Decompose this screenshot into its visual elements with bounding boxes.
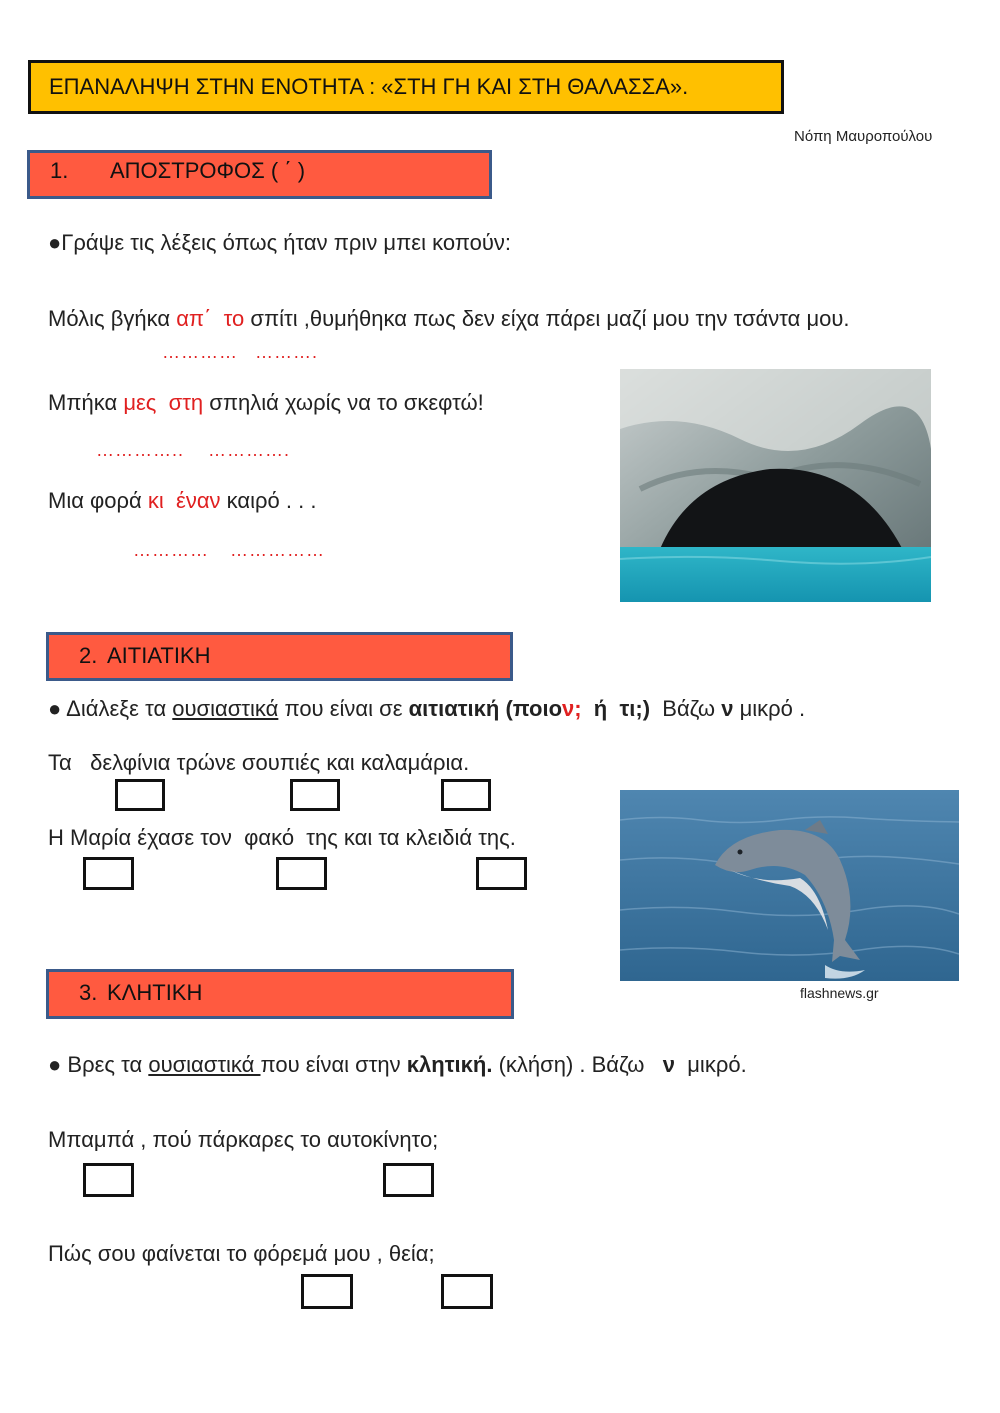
section-3-number: 3. (79, 980, 98, 1005)
section-1-title: ΑΠΟΣΤΡΟΦΟΣ ( ΄ ) (110, 158, 306, 183)
worksheet-title-text: ΕΠΑΝΑΛΗΨΗ ΣΤΗΝ ΕΝΟΤΗΤΑ : «ΣΤΗ ΓΗ ΚΑΙ ΣΤΗ ΘΑΛΑΣΣΑ». (49, 74, 689, 99)
instruction-text: μικρό. (675, 1052, 747, 1077)
instruction-bold: κλητική. (406, 1052, 493, 1077)
instruction-bold: ν (662, 1052, 676, 1077)
instruction-bold: ή τι;) (581, 696, 651, 721)
sentence-text: σπηλιά χωρίς να το σκεφτώ! (203, 390, 484, 415)
section-1-number: 1. (50, 158, 69, 183)
answer-checkbox[interactable] (115, 779, 165, 811)
worksheet-title (28, 60, 784, 114)
highlight-word: απ΄ (176, 306, 212, 331)
instruction-bold: αιτιατική (ποιο (408, 696, 563, 721)
answer-checkbox[interactable] (276, 857, 327, 890)
section-2-number: 2. (79, 643, 98, 668)
section-2-sentence-1: Τα δελφίνια τρώνε σουπιές και καλαμάρια. (48, 750, 470, 775)
highlight-word: κι (147, 488, 164, 513)
author-name: Νόπη Μαυροπούλου (794, 128, 933, 145)
section-2-sentence-2: Η Μαρία έχασε τον φακό της και τα κλειδιά της. (48, 825, 516, 850)
section-3-sentence-1: Μπαμπά , πού πάρκαρες το αυτοκίνητο; (48, 1127, 439, 1152)
answer-blank[interactable]: …………… (230, 540, 325, 560)
sentence-text: Μια φορά (48, 488, 148, 513)
sentence-1-2 (48, 390, 484, 416)
answer-checkbox[interactable] (301, 1274, 353, 1309)
dolphin-image (620, 790, 959, 981)
answer-checkbox[interactable] (383, 1163, 434, 1197)
answer-checkbox[interactable] (441, 779, 491, 811)
answer-blank[interactable]: …………. (208, 440, 291, 460)
section-1-instruction: ●Γράψε τις λέξεις όπως ήταν πριν μπει κοπούν: (48, 230, 511, 255)
sentence-text: καιρό . . . (220, 488, 317, 513)
sentence-text: Μόλις βγήκα (48, 306, 177, 331)
answer-checkbox[interactable] (290, 779, 340, 811)
section-2-instruction (48, 696, 805, 722)
highlight-word: μες (123, 390, 157, 415)
highlight-word: έναν (176, 488, 221, 513)
highlight-word: στη (168, 390, 204, 415)
answer-blank[interactable]: ………… (162, 342, 238, 362)
instruction-text: ● Βρες τα (48, 1052, 149, 1077)
image-credit: flashnews.gr (800, 985, 879, 1001)
answer-checkbox[interactable] (441, 1274, 493, 1309)
instruction-bold: ν (721, 696, 734, 721)
sentence-text: σπίτι ,θυμήθηκα πως δεν είχα πάρει μαζί μου την τσάντα μου. (244, 306, 850, 331)
highlight-word: το (223, 306, 245, 331)
sentence-1-1 (48, 306, 850, 332)
answer-blank[interactable]: ………… (133, 540, 209, 560)
section-3-instruction (48, 1052, 747, 1078)
section-3-title: ΚΛΗΤΙΚΗ (107, 980, 203, 1005)
instruction-text: μικρό . (733, 696, 806, 721)
answer-checkbox[interactable] (476, 857, 527, 890)
answer-checkbox[interactable] (83, 1163, 134, 1197)
answer-blank[interactable]: ………. (255, 342, 319, 362)
instruction-text: (κλήση) . Βάζω (492, 1052, 663, 1077)
sea-cave-image (620, 369, 931, 602)
sentence-1-3 (48, 488, 316, 514)
section-3-sentence-2: Πώς σου φαίνεται το φόρεμά μου , θεία; (48, 1241, 435, 1266)
answer-checkbox[interactable] (83, 857, 134, 890)
instruction-text: Βάζω (650, 696, 722, 721)
instruction-text: ● Διάλεξε τα (48, 696, 173, 721)
instruction-bold-red: ν; (562, 696, 582, 721)
instruction-text: που είναι στην (260, 1052, 407, 1077)
section-2-header (46, 632, 513, 681)
instruction-underlined: ουσιαστικά (148, 1052, 261, 1077)
sentence-text: Μπήκα (48, 390, 124, 415)
section-3-header (46, 969, 514, 1019)
section-2-title: ΑΙΤΙΑΤΙΚΗ (107, 643, 211, 668)
section-1-header (27, 150, 492, 199)
instruction-text: που είναι σε (278, 696, 409, 721)
answer-blank[interactable]: ………….. (96, 440, 185, 460)
instruction-underlined: ουσιαστικά (172, 696, 279, 721)
